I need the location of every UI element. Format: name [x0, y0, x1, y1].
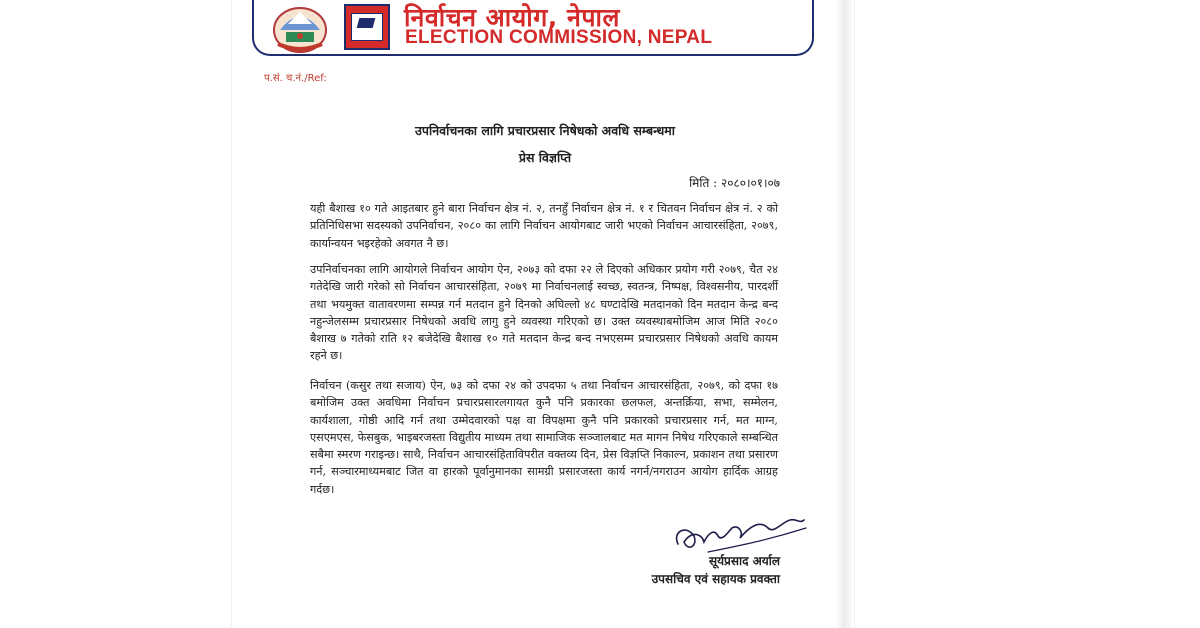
document-title: प्रेस विज्ञप्ति [518, 150, 572, 165]
scan-shadow-edge [836, 0, 852, 628]
paragraph-3: निर्वाचन (कसुर तथा सजाय) ऐन, ७३ को दफा २४ को उपदफा ५ तथा निर्वाचन आचारसंहिता, २०७९, को दफा १७ बमोजिम उक्त अवधिमा निर्वाचन प्रचारप्रसारलगायत कुनै पनि प्रकारका छलफल, अन्तर्क्रिया, सभा, सम्मेलन, कार्यशाला, गोष्ठी आदि गर्न तथा उम्मेदवारको पक्ष वा विपक्षमा कुनै पनि प्रकारको प्रचारप्रसार गर्न, मत माग्न, एसएमएस, फेसबुक, भाइबरजस्ता विद्युतीय माध्यम तथा सामाजिक सञ्जालबाट मत मागन निषेध गरिएकाले सम्बन्धित सबैमा स्मरण गराइन्छ। साथै, निर्वाचन आचारसंहिताविपरीत वक्तव्य दिन, प्रेस विज्ञप्ति निकाल्न, प्रकाशन तथा प्रसारण गर्न, सञ्चारमाध्यमबाट जित वा हारको पूर्वानुमानका सामग्री प्रसारजस्ता कार्य नगर्न/नगराउन आयोग हार्दिक आग्रह गर्दछ। [310, 379, 778, 496]
paragraph-2: उपनिर्वाचनका लागि आयोगले निर्वाचन आयोग ऐन, २०७३ को दफा २२ ले दिएको अधिकार प्रयोग गरी २०७९, चैत २४ गतेदेखि जारी गरेको सो निर्वाचन आचारसंहिता, २०७९ मा निर्वाचनलाई स्वच्छ, स्वतन्त्र, निष्पक्ष, विश्वसनीय, पारदर्शी तथा भयमुक्त वातावरणमा सम्पन्न गर्न मतदान हुने दिनको अघिल्लो ४८ घण्टादेखि मतदानको दिन मतदान केन्द्र बन्द नहुन्जेलसम्म प्रचारप्रसार निषेधको अवधि लागु हुने व्यवस्था गरिएको छ। उक्त व्यवस्थाबमोजिम आज मिति २०८० बैशाख ७ गतेको राति १२ बजेदेखि बैशाख १० गते मतदान केन्द्र बन्द नभएसम्म प्रचारप्रसार निषेधको अवधि कायम रहने छ। [310, 263, 778, 363]
handwritten-signature-icon [668, 506, 810, 558]
org-name-nepali: निर्वाचन आयोग, नेपाल [404, 3, 620, 32]
reference-label: प.सं. च.नं./Ref: [264, 73, 327, 84]
subject-line: उपनिर्वाचनका लागि प्रचारप्रसार निषेधको अवधि सम्बन्धमा [415, 123, 675, 138]
nepal-emblem-icon [268, 0, 332, 54]
ballot-box-logo-icon [344, 4, 390, 50]
document-date: मिति : २०८०।०१।०७ [689, 176, 780, 190]
paragraph-1: यही बैशाख १० गते आइतबार हुने बारा निर्वाचन क्षेत्र नं. २, तनहुँ निर्वाचन क्षेत्र नं. १ र चितवन निर्वाचन क्षेत्र नं. २ को प्रतिनिधिसभा सदस्यको उपनिर्वाचन, २०८० का लागि निर्वाचन आयोगबाट जारी भएको निर्वाचन आचारसंहिता, २०७९, कार्यान्वयन भइरहेको अवगत नै छ। [310, 202, 778, 250]
signatory-name: सूर्यप्रसाद अर्याल [708, 554, 780, 568]
signatory-title: उपसचिव एवं सहायक प्रवक्ता [651, 572, 780, 586]
org-name-english: ELECTION COMMISSION, NEPAL [405, 27, 713, 48]
